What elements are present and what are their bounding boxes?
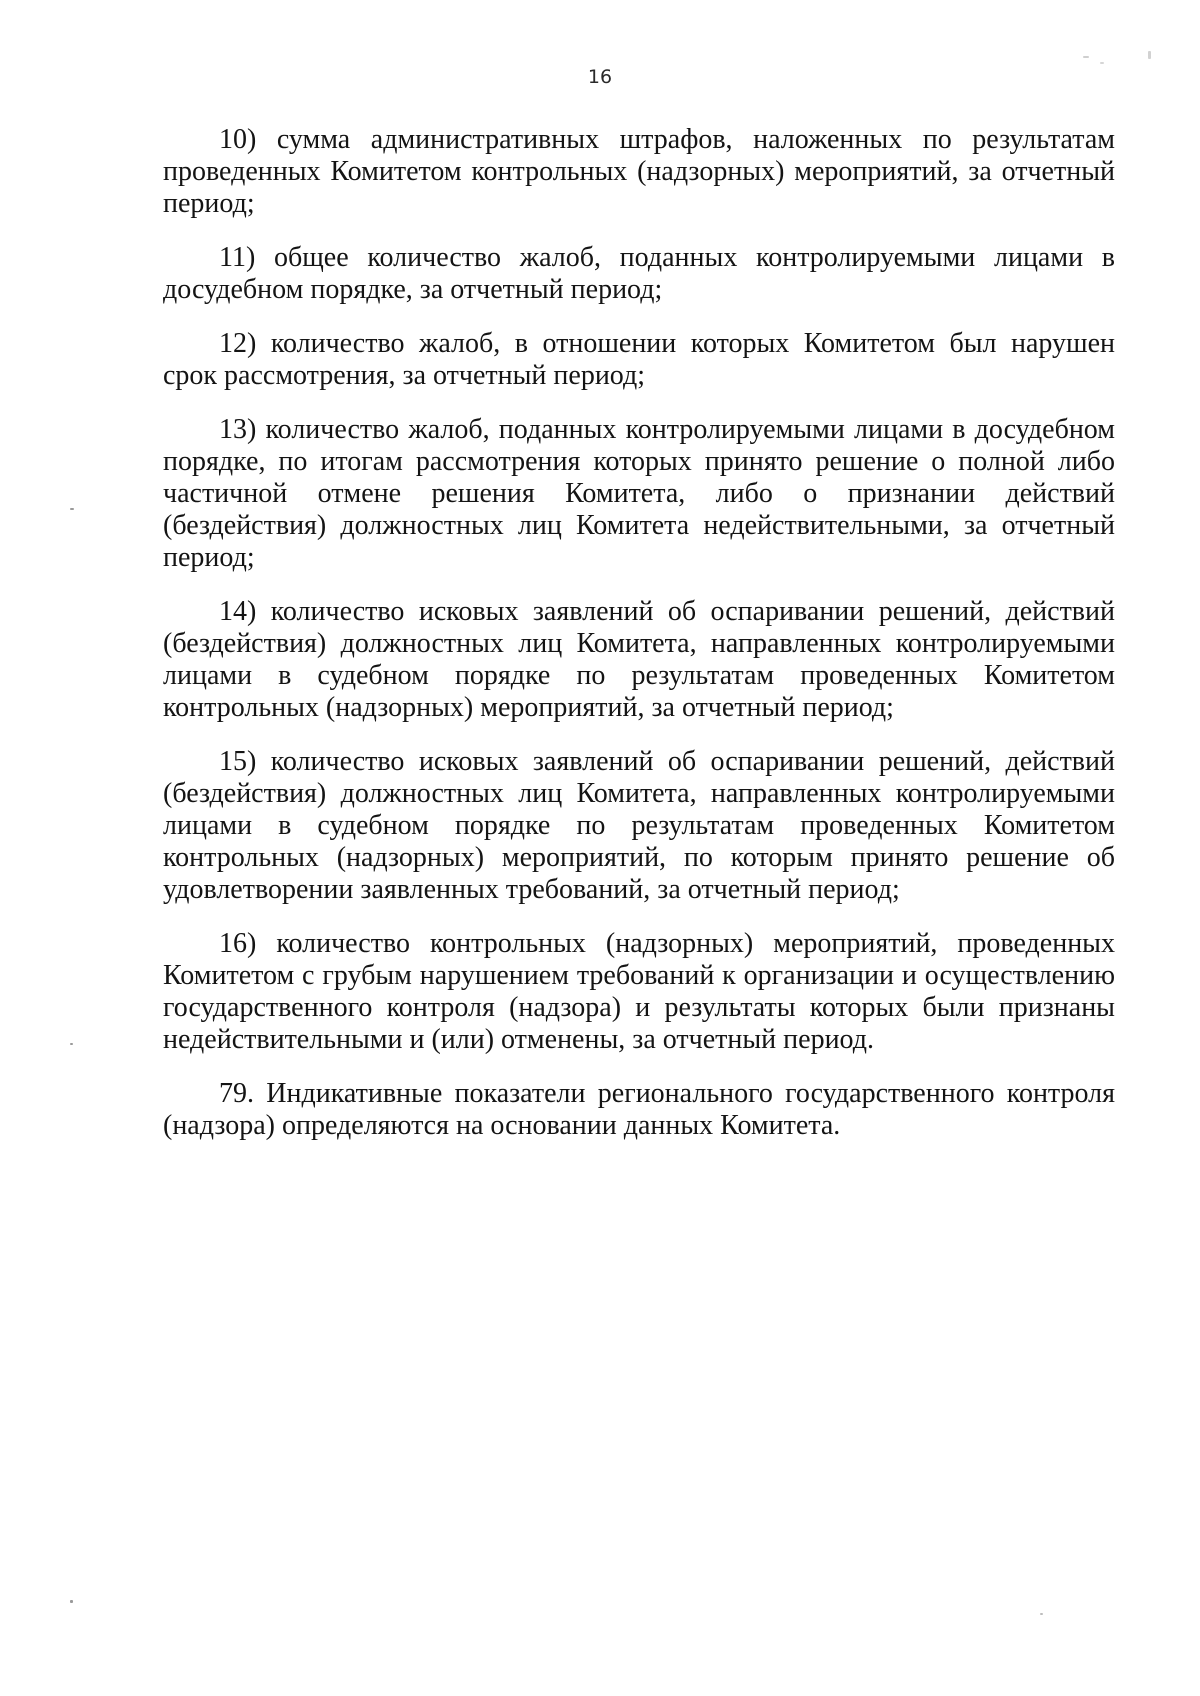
list-item-16: 16) количество контрольных (надзорных) мероприятий, проведенных Комитетом с грубым нарушением требований к организации и осуществлению государственного контроля (надзора) и результаты которых были признаны недействительными и (или) отменены, за отчетный период. <box>163 928 1115 1055</box>
list-item-11: 11) общее количество жалоб, поданных контролируемыми лицами в досудебном порядке, за отчетный период; <box>163 242 1115 305</box>
list-item-15: 15) количество исковых заявлений об оспаривании решений, действий (бездействия) должностных лиц Комитета, направленных контролируемыми лицами в судебном порядке по результатам проведенных Комитетом контрольных (надзорных) мероприятий, по которым принято решение об удовлетворении заявленных требований, за отчетный период; <box>163 746 1115 905</box>
list-item-12: 12) количество жалоб, в отношении которых Комитетом был нарушен срок рассмотрения, за отчетный период; <box>163 328 1115 391</box>
scan-speck <box>70 508 74 510</box>
scan-speck <box>1148 51 1151 59</box>
clause-79: 79. Индикативные показатели регионального государственного контроля (надзора) определяются на основании данных Комитета. <box>163 1078 1115 1141</box>
scan-speck <box>70 1043 73 1045</box>
list-item-13: 13) количество жалоб, поданных контролируемыми лицами в досудебном порядке, по итогам рассмотрения которых принято решение о полной либо частичной отмене решения Комитета, либо о признании действий (бездействия) должностных лиц Комитета недействительными, за отчетный период; <box>163 414 1115 573</box>
scan-speck <box>70 1600 73 1603</box>
scan-speck <box>1083 56 1089 58</box>
list-item-10: 10) сумма административных штрафов, наложенных по результатам проведенных Комитетом контрольных (надзорных) мероприятий, за отчетный период; <box>163 124 1115 219</box>
page-number: 16 <box>587 66 613 88</box>
document-body <box>163 124 1115 1164</box>
list-item-14: 14) количество исковых заявлений об оспаривании решений, действий (бездействия) должностных лиц Комитета, направленных контролируемыми лицами в судебном порядке по результатам проведенных Комитетом контрольных (надзорных) мероприятий, за отчетный период; <box>163 596 1115 723</box>
scan-speck <box>1100 62 1104 64</box>
scan-speck <box>1040 1613 1043 1615</box>
